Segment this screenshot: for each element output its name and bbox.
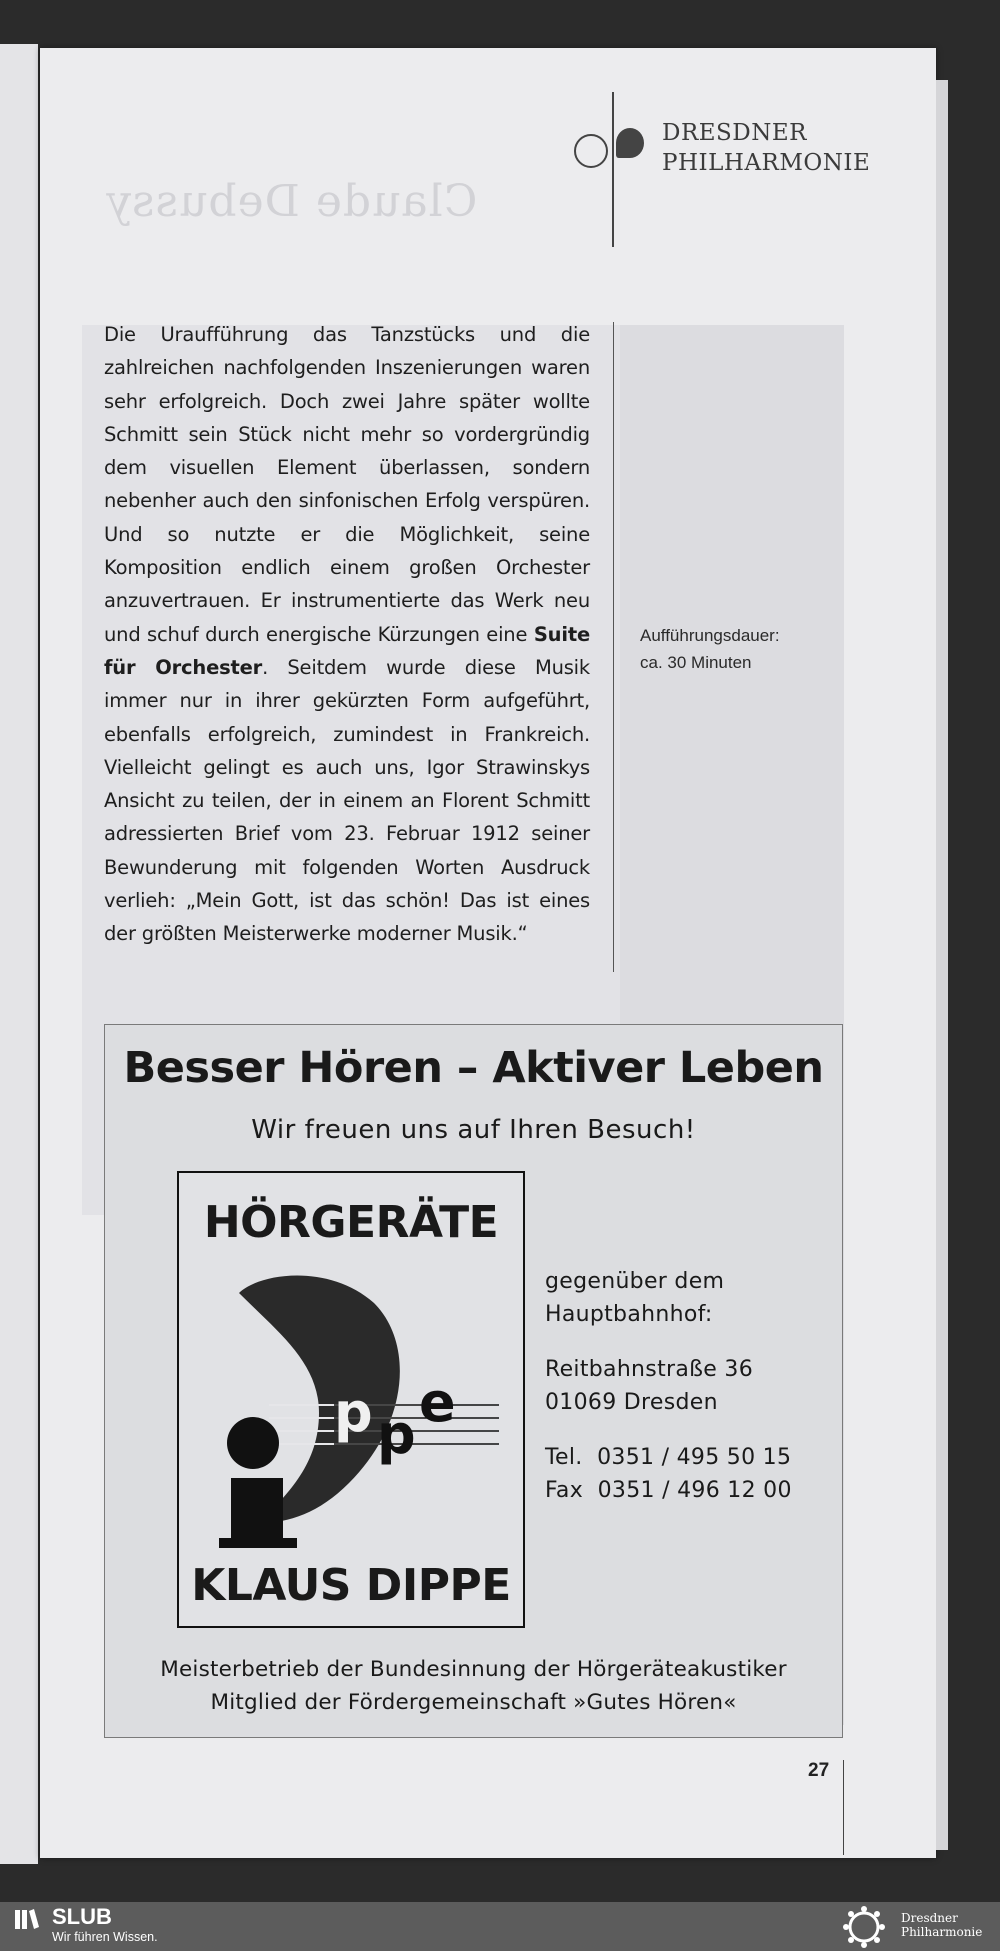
paragraph-text-start: Die Uraufführung das Tanzstücks und die zahlreichen nachfolgenden Inszenierungen waren sehr erfolgreich. Doch zwei Jahre später wollte Schmitt sein Stück nicht mehr so vordergründig dem visuellen Element überlassen, sondern nebenher auch den sinfonischen Erfolg verspüren. Und so nutzte er die Möglichkeit, seine Komposition endlich einem großen Orchester anzuvertrauen. Er instrumentierte das Werk neu und schuf durch energische Kürzungen eine	[104, 323, 590, 646]
location-line-1: gegenüber dem	[545, 1269, 725, 1294]
duration-label: Aufführungsdauer:	[640, 626, 780, 645]
page-number-rule	[843, 1760, 844, 1855]
logo-rule	[612, 92, 614, 247]
ad-subheadline: Wir freuen uns auf Ihren Besuch!	[251, 1115, 696, 1145]
library-name[interactable]: SLUB	[52, 1904, 112, 1929]
philharmonie-logo-text	[662, 118, 870, 178]
ad-headline: Besser Hören – Aktiver Leben	[123, 1043, 824, 1093]
page-number: 27	[808, 1760, 830, 1781]
paragraph-bold-term: Suite für Orchester	[104, 622, 590, 679]
street-address: Reitbahnstraße 36	[545, 1357, 753, 1382]
duration-value: ca. 30 Minuten	[640, 653, 752, 672]
book-icon	[14, 1908, 40, 1930]
ad-footer-line-1: Meisterbetrieb der Bundesinnung der Hörgeräteakustiker	[160, 1657, 787, 1682]
dippe-logo	[177, 1171, 525, 1628]
ear-logo-icon	[199, 1253, 499, 1553]
logo-title: HÖRGERÄTE	[203, 1197, 499, 1248]
philharmonie-logo-p-icon	[616, 128, 644, 158]
column-divider	[613, 322, 614, 972]
page-edge	[936, 80, 948, 1850]
fax-number: Fax 0351 / 496 12 00	[545, 1478, 792, 1503]
philharmonie-logo-d-icon	[574, 134, 608, 168]
ad-footer	[105, 1653, 842, 1719]
ad-footer-line-2: Mitglied der Fördergemeinschaft »Gutes Hören«	[210, 1690, 737, 1715]
paragraph-text-end: . Seitdem wurde diese Musik immer nur in ihrer gekürzten Form aufgeführt, ebenfalls erfolgreich, zumindest in Frankreich. Vielleicht gelingt es auch uns, Igor Strawinskys Ansicht zu teilen, der in einem an Florent Schmitt adressierten Brief vom 23. Februar 1912 seiner Bewunderung mit folgenden Worten Ausdruck verlieh: „Mein Gott, ist das schön! Das ist eines der größten Meisterwerke moderner Musik.“	[104, 655, 590, 946]
facing-page-edge	[0, 44, 38, 1864]
bleed-through-title: Claude Debussy	[105, 176, 478, 227]
phone-number: Tel. 0351 / 495 50 15	[545, 1445, 792, 1470]
svg-text:p: p	[334, 1381, 373, 1444]
article-paragraph	[104, 318, 590, 951]
partner-name[interactable]: Dresdner Philharmonie	[901, 1911, 983, 1939]
logo-line-2: PHILHARMONIE	[662, 150, 871, 176]
contact-block	[545, 1265, 792, 1507]
svg-text:p: p	[377, 1403, 416, 1466]
location-line-2: Hauptbahnhof:	[545, 1302, 713, 1327]
philharmonie-emblem-icon	[840, 1905, 888, 1949]
logo-name: KLAUS DIPPE	[191, 1560, 511, 1611]
logo-line-1: DRESDNER	[662, 120, 807, 146]
library-tagline: Wir führen Wissen.	[52, 1930, 158, 1944]
hearing-aid-advertisement	[104, 1024, 843, 1738]
duration-aside	[640, 622, 780, 676]
city-address: 01069 Dresden	[545, 1390, 718, 1415]
svg-text:e: e	[419, 1371, 456, 1434]
